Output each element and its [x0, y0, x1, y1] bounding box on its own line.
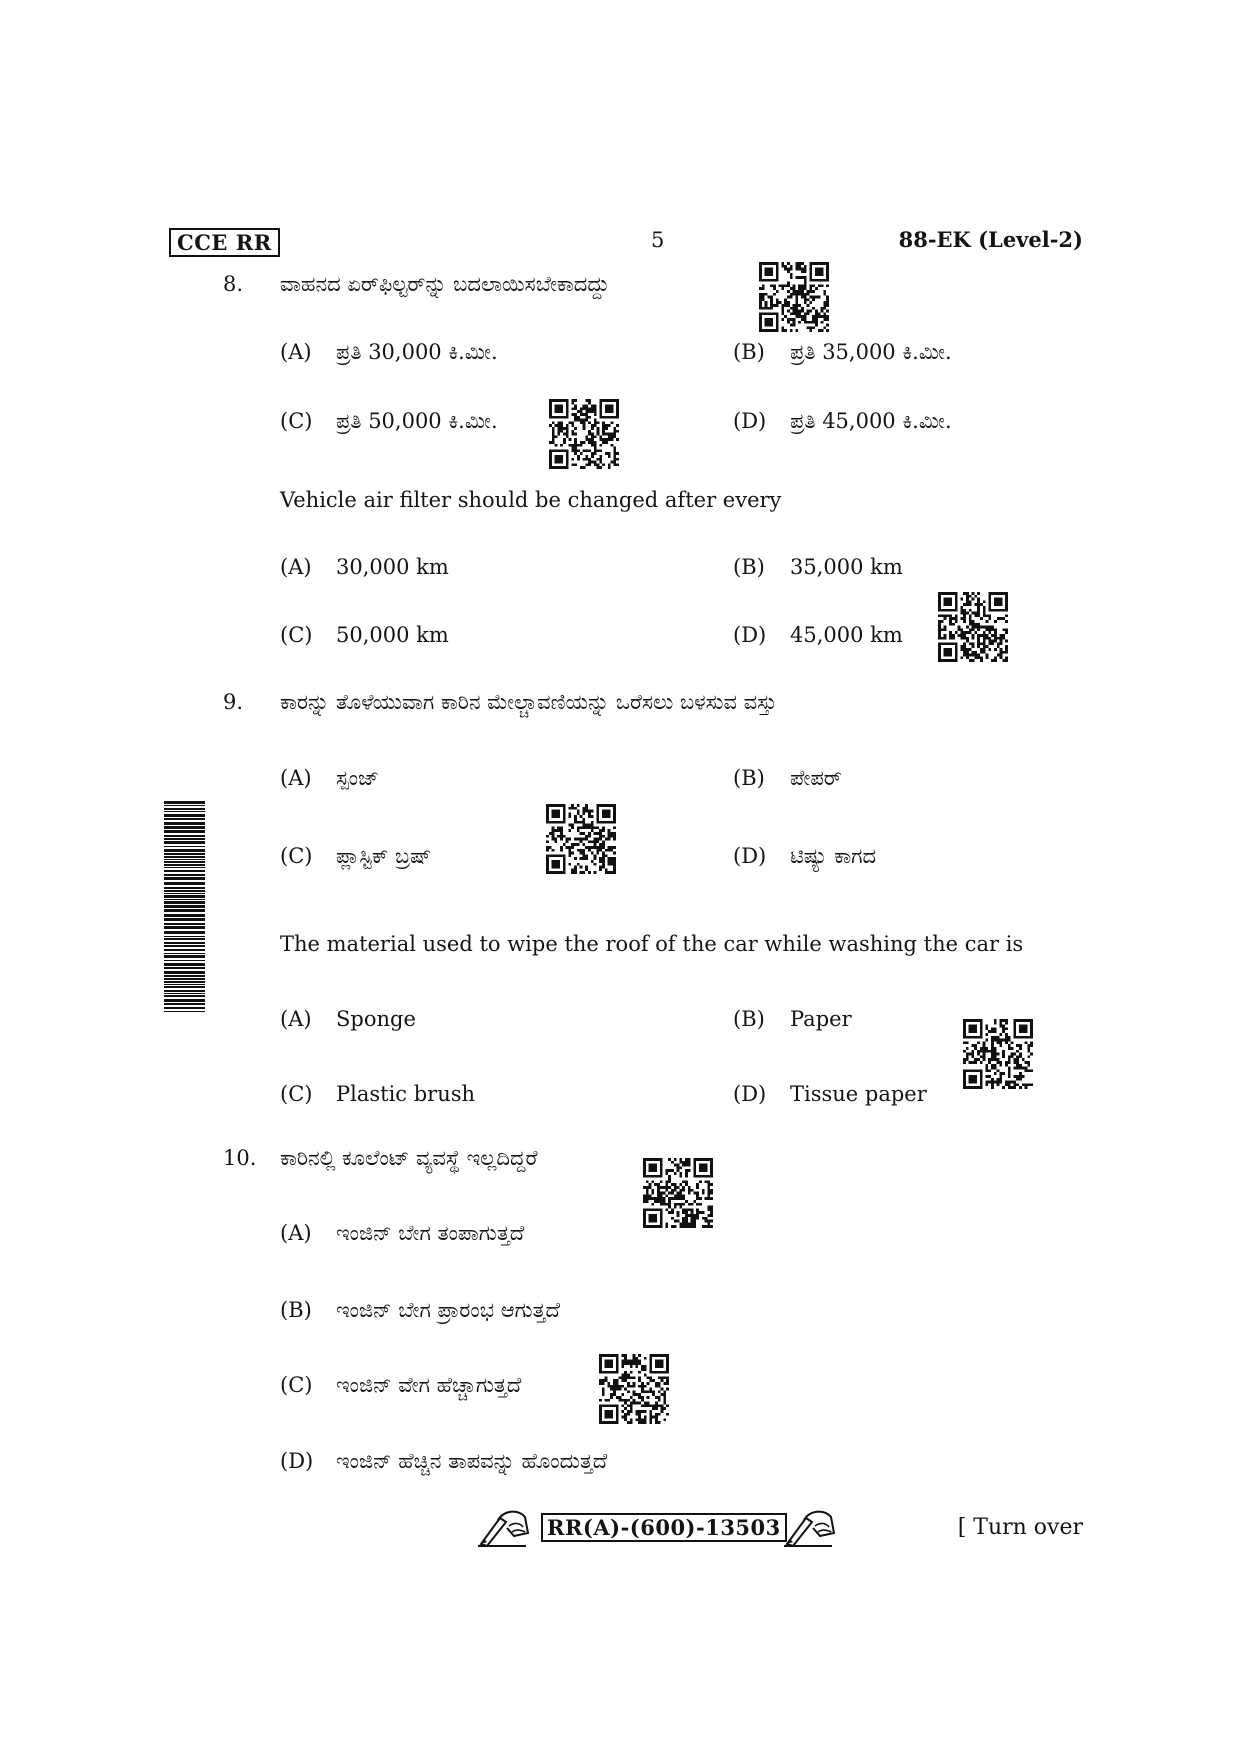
option-text: ಇಂಜಿನ್ ಬೇಗ ಪ್ರಾರಂಭ ಆಗುತ್ತದೆ — [336, 1298, 560, 1322]
qr-code-icon — [963, 1019, 1033, 1089]
footer-code: RR(A)-(600)-13503 — [541, 1513, 787, 1542]
option-text: ಸ್ಪಂಜ್ — [336, 766, 379, 790]
option-label: (B) — [733, 766, 765, 790]
option-text: ಪ್ರತಿ 30,000 ಕಿ.ಮೀ. — [336, 340, 498, 364]
question-10-number: 10. — [223, 1146, 257, 1170]
option-label: (C) — [280, 409, 313, 433]
option-text: ಪ್ಲಾಸ್ಟಿಕ್ ಬ್ರಷ್ — [336, 844, 432, 868]
question-9-text-kannada: ಕಾರನ್ನು ತೊಳೆಯುವಾಗ ಕಾರಿನ ಮೇಲ್ಚಾವಣಿಯನ್ನು ಒರೆಸಲು ಬಳಸುವ ವಸ್ತು — [280, 690, 777, 714]
option-text: ಟಿಷ್ಯು ಕಾಗದ — [790, 844, 877, 868]
option-label: (B) — [733, 340, 765, 364]
option-text: ಪೇಪರ್ — [790, 766, 842, 790]
option-label: (D) — [733, 623, 767, 647]
option-label: (B) — [733, 555, 765, 579]
option-label: (A) — [280, 766, 312, 790]
turn-over-note: [ Turn over — [957, 1515, 1083, 1540]
option-text: Sponge — [336, 1007, 416, 1031]
option-label: (D) — [733, 844, 767, 868]
option-label: (A) — [280, 1221, 312, 1245]
option-text: ಪ್ರತಿ 45,000 ಕಿ.ಮೀ. — [790, 409, 952, 433]
option-label: (B) — [733, 1007, 765, 1031]
option-label: (D) — [733, 409, 767, 433]
qr-code-icon — [549, 399, 619, 469]
pen-hand-icon — [782, 1506, 838, 1548]
option-text: Plastic brush — [336, 1082, 476, 1106]
question-8-number: 8. — [223, 272, 244, 296]
qr-code-icon — [643, 1158, 713, 1228]
pen-hand-icon — [476, 1506, 532, 1548]
option-text: ಪ್ರತಿ 50,000 ಕಿ.ಮೀ. — [336, 409, 498, 433]
option-text: ಇಂಜಿನ್ ಬೇಗ ತಂಪಾಗುತ್ತದೆ — [336, 1221, 525, 1245]
qr-code-icon — [599, 1354, 669, 1424]
barcode-icon — [164, 801, 205, 1013]
option-label: (A) — [280, 340, 312, 364]
option-label: (C) — [280, 623, 313, 647]
question-9-text-english: The material used to wipe the roof of the car while washing the car is — [280, 932, 1024, 956]
option-text: Paper — [790, 1007, 852, 1031]
option-text: Tissue paper — [790, 1082, 927, 1106]
qr-code-icon — [938, 592, 1008, 662]
option-label: (C) — [280, 1082, 313, 1106]
option-label: (A) — [280, 1007, 312, 1031]
option-text: ಇಂಜಿನ್ ಹೆಚ್ಚಿನ ತಾಪವನ್ನು ಹೊಂದುತ್ತದೆ — [336, 1449, 608, 1473]
option-text: 50,000 km — [336, 623, 449, 647]
question-10-text-kannada: ಕಾರಿನಲ್ಲಿ ಕೂಲೆಂಟ್ ವ್ಯವಸ್ಥೆ ಇಲ್ಲದಿದ್ದರೆ — [280, 1146, 538, 1170]
option-label: (D) — [733, 1082, 767, 1106]
option-text: 35,000 km — [790, 555, 903, 579]
page-number: 5 — [651, 228, 665, 252]
question-9-number: 9. — [223, 690, 244, 714]
question-8-text-english: Vehicle air filter should be changed after every — [280, 488, 782, 512]
option-label: (A) — [280, 555, 312, 579]
option-label: (D) — [280, 1449, 314, 1473]
question-8-text-kannada: ವಾಹನದ ಏರ್‌ಫಿಲ್ಟರ್‌ನ್ನು ಬದಲಾಯಿಸಬೇಕಾದದ್ದು — [280, 272, 610, 296]
option-label: (C) — [280, 844, 313, 868]
option-text: 30,000 km — [336, 555, 449, 579]
option-text: ಪ್ರತಿ 35,000 ಕಿ.ಮೀ. — [790, 340, 952, 364]
option-label: (B) — [280, 1298, 312, 1322]
qr-code-icon — [546, 804, 616, 874]
qr-code-icon — [759, 262, 829, 332]
header-right-code: 88-EK (Level-2) — [898, 227, 1083, 252]
option-text: 45,000 km — [790, 623, 903, 647]
option-text: ಇಂಜಿನ್ ವೇಗ ಹೆಚ್ಚಾಗುತ್ತದೆ — [336, 1373, 522, 1397]
header-left-code: CCE RR — [169, 228, 280, 257]
option-label: (C) — [280, 1373, 313, 1397]
